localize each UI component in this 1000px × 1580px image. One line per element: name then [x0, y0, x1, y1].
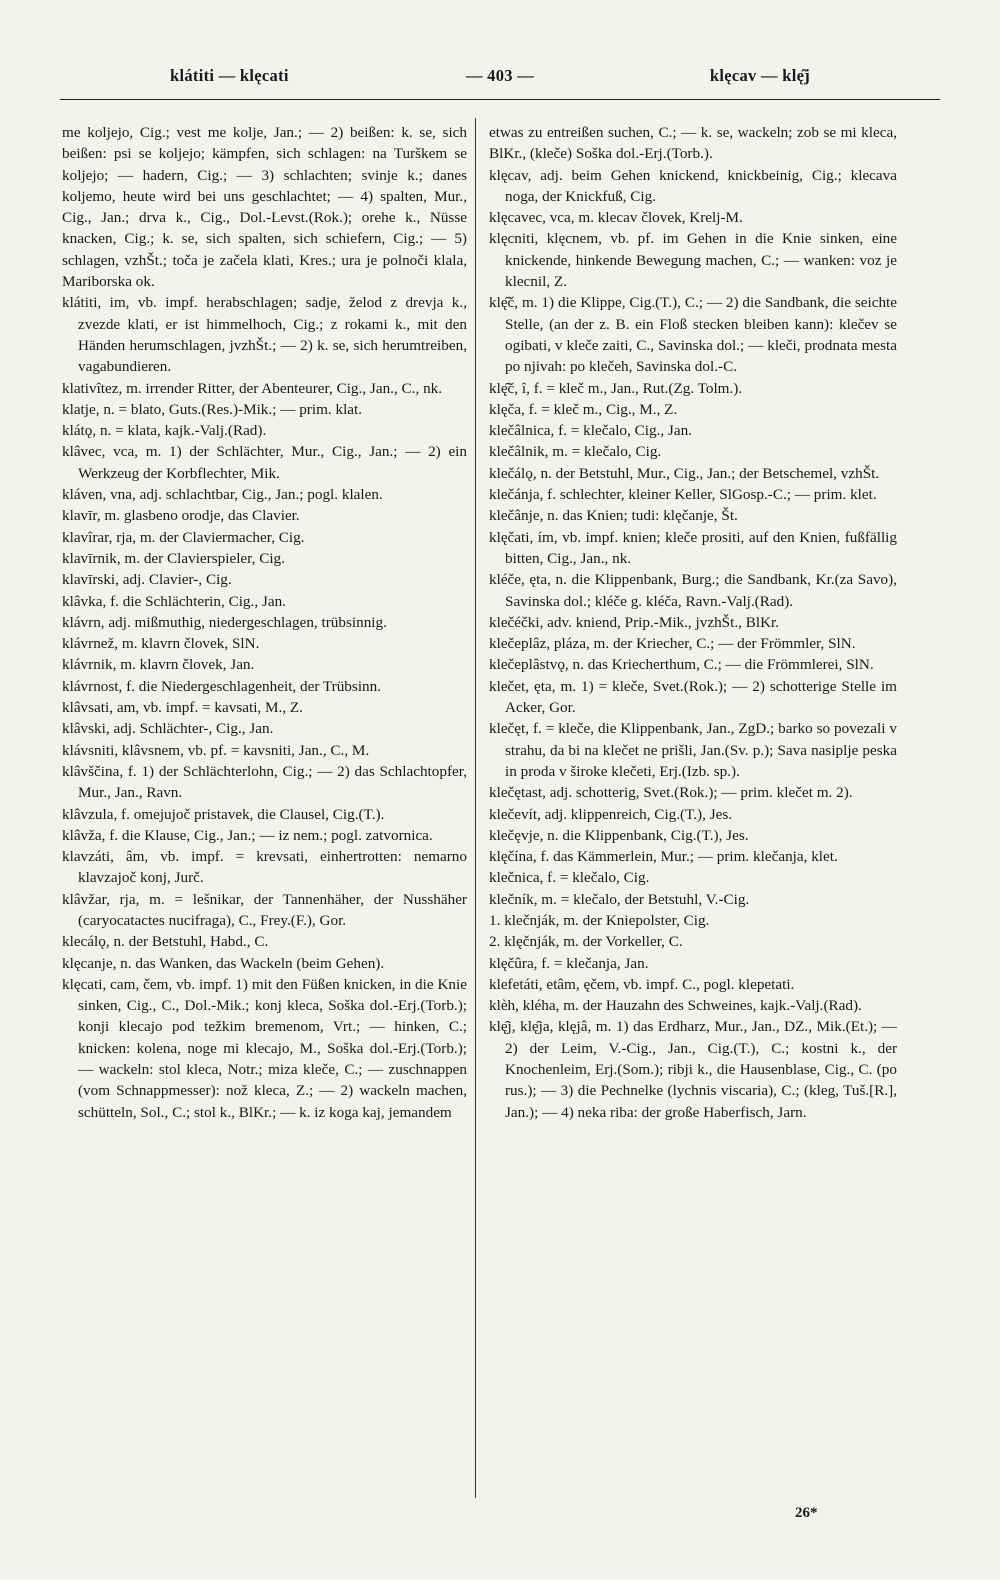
- dictionary-entry: kléče, ęta, n. die Klippenbank, Burg.; die Sandbank, Kr.(za Savo), Savinska dol.; kléče g. kléča, Ravn.-Valj.(Rad).: [489, 571, 897, 610]
- dictionary-entry: klávrnost, f. die Niedergeschlagenheit, der Trübsinn.: [62, 677, 382, 695]
- dictionary-entry: klęcati, cam, čem, vb. impf. 1) mit den Füßen knicken, in die Knie sinken, Cig., C., Dol.-Mik.; konj kleca, Soška dol.-Erj.(Torb.); konji klecajo pod težkim bremenom, Vrt.; — hinken, C.; knicken: kolena, noge mi klecajo, M., Soška dol.-Erj.(Torb.); — wackeln: stol kleca, Notr.; miza kleče, C.; — zuschnappen (vom Schnappmesser): nož kleca, Z.; — 2) wackeln machen, schütteln, Sol., C.; stol k., BlKr.; — k. iz koga kaj, jemandem: [62, 975, 467, 1121]
- dictionary-entry: klęčûra, f. = klečanja, Jan.: [489, 954, 649, 972]
- dictionary-entry: klátǫ, n. = klata, kajk.-Valj.(Rad).: [62, 422, 267, 440]
- dictionary-entry: klę̑č, m. 1) die Klippe, Cig.(T.), C.; — 2) die Sandbank, die seichte Stelle, (an der z. B. ein Floß stecken bleiben kann): klečev se ogibati, v kleče zaiti, C., Savinska dol.; — kleči, prodnata mesta po njivah: po klečeh, Savinska dol.-C.: [489, 294, 897, 376]
- dictionary-entry: klečnica, f. = klečalo, Cig.: [489, 869, 650, 887]
- printer-signature: 26*: [795, 1505, 818, 1521]
- dictionary-entry: klatje, n. = blato, Guts.(Res.)-Mik.; — prim. klat.: [62, 400, 363, 418]
- dictionary-entry: klęčati, ím, vb. impf. knien; kleče prositi, auf den Knien, fußfällig bitten, Cig., Jan., nk.: [489, 528, 897, 567]
- dictionary-entry: klavīrski, adj. Clavier-, Cig.: [62, 571, 232, 589]
- dictionary-entry: klávrnež, m. klavrn človek, SlN.: [62, 635, 260, 653]
- dictionary-entry: klávrnik, m. klavrn človek, Jan.: [62, 656, 255, 674]
- dictionary-entry: klečęt, f. = kleče, die Klippenbank, Jan., ZgD.; barko so povezali v strahu, da bi na klečet ne prišli, Jan.(Sv. p.); Sava nasiplje peska in proda v široke klečeti, Erj.(Izb. sp.).: [489, 720, 897, 780]
- page-header: [60, 66, 940, 96]
- dictionary-entry: klátiti, im, vb. impf. herabschlagen; sadje, želod z drevja k., zvezde klati, er ist himmelhoch, Cig.; z rokami k., mit den Händen herumschlagen, jvzhŠt.; — 2) k. se, sich herumtreiben, vagabundieren.: [62, 294, 467, 376]
- left-column: [62, 122, 467, 1542]
- dictionary-entry: klečeplâstvǫ, n. das Kriecherthum, C.; — die Frömmlerei, SlN.: [489, 656, 874, 674]
- dictionary-entry: klečętast, adj. schotterig, Svet.(Rok.); — prim. klečet m. 2).: [489, 784, 853, 802]
- dictionary-entry: klávrn, adj. mißmuthig, niedergeschlagen, trübsinnig.: [62, 613, 387, 631]
- dictionary-entry: klečálǫ, n. der Betstuhl, Mur., Cig., Jan.; der Betschemel, vzhŠt.: [489, 464, 880, 482]
- dictionary-entry: klâvzula, f. omejujoč pristavek, die Clausel, Cig.(T.).: [62, 805, 385, 823]
- dictionary-entry: klâvžar, rja, m. = lešnikar, der Tannenhäher, der Nusshäher (caryocatactes nucifraga), C., Frey.(F.), Gor.: [62, 890, 467, 929]
- dictionary-entry: klâvski, adj. Schlächter-, Cig., Jan.: [62, 720, 274, 738]
- dictionary-entry: klâvža, f. die Klause, Cig., Jan.; — iz nem.; pogl. zatvornica.: [62, 826, 433, 844]
- dictionary-entry: klęcanje, n. das Wanken, das Wackeln (beim Gehen).: [62, 954, 385, 972]
- header-rule: [60, 99, 940, 100]
- dictionary-entry: klečevít, adj. klippenreich, Cig.(T.), Jes.: [489, 805, 733, 823]
- header-right-guide-words: klęcav — klę̑j: [709, 66, 810, 85]
- dictionary-entry: kláven, vna, adj. schlachtbar, Cig., Jan.; pogl. klalen.: [62, 486, 383, 504]
- dictionary-entry: klę̑j, klę̑ja, klęjâ, m. 1) das Erdharz, Mur., Jan., DZ., Mik.(Et.); — 2) der Leim, V.-Cig., Jan., Cig.(T.), C.; kostni k., der Knochenleim, Erj.(Som.); ribji k., die Hausenblase, Cig., C. (po rus.); — 3) die Pechnelke (lychnis viscaria), C.; (kleg, Tuš.[R.], Jan.); — 4) neka riba: der große Haberfisch, Jarn.: [489, 1018, 897, 1121]
- dictionary-entry: 2. klęčnják, m. der Vorkeller, C.: [489, 933, 683, 951]
- dictionary-entry: klęča, f. = kleč m., Cig., M., Z.: [489, 400, 678, 418]
- dictionary-entry: klęcav, adj. beim Gehen knickend, knickbeinig, Cig.; klecava noga, der Knickfuß, Cig.: [489, 166, 897, 205]
- dictionary-entry: klavzáti, âm, vb. impf. = krevsati, einhertrotten: nemarno klavzajoč konj, Jurč.: [62, 848, 467, 887]
- dictionary-entry: klečęvje, n. die Klippenbank, Cig.(T.), Jes.: [489, 826, 749, 844]
- dictionary-entry: klavīr, m. glasbeno orodje, das Clavier.: [62, 507, 300, 525]
- header-left-guide-words: klátiti — klęcati: [170, 66, 289, 85]
- dictionary-entry: klęčína, f. das Kämmerlein, Mur.; — prim. klečanja, klet.: [489, 848, 838, 866]
- dictionary-entry: klativîtez, m. irrender Ritter, der Abenteurer, Cig., Jan., C., nk.: [62, 379, 443, 397]
- dictionary-entry: klavîrar, rja, m. der Claviermacher, Cig.: [62, 528, 305, 546]
- dictionary-entry: klefetáti, etâm, ęčem, vb. impf. C., pogl. klepetati.: [489, 975, 795, 993]
- dictionary-entry: klečník, m. = klečalo, der Betstuhl, V.-Cig.: [489, 890, 750, 908]
- dictionary-entry: klečet, ęta, m. 1) = kleče, Svet.(Rok.); — 2) schotterige Stelle im Acker, Gor.: [489, 677, 897, 717]
- dictionary-entry: klâvsati, am, vb. impf. = kavsati, M., Z.: [62, 699, 303, 717]
- dictionary-entry: klâvka, f. die Schlächterin, Cig., Jan.: [62, 592, 286, 610]
- right-column: [489, 122, 897, 1542]
- dictionary-entry: etwas zu entreißen suchen, C.; — k. se, wackeln; zob se mi kleca, BlKr., (kleče) Soška dol.-Erj.(Torb.).: [489, 124, 897, 163]
- dictionary-entry: klečâlnica, f. = klečalo, Cig., Jan.: [489, 422, 692, 440]
- dictionary-entry: klę̑č, î, f. = kleč m., Jan., Rut.(Zg. Tolm.).: [489, 379, 743, 397]
- dictionary-entry: klávsniti, klâvsnem, vb. pf. = kavsniti, Jan., C., M.: [62, 741, 370, 759]
- page-number: — 403 —: [465, 66, 535, 85]
- dictionary-entry: klâvščina, f. 1) der Schlächterlohn, Cig.; — 2) das Schlachtopfer, Mur., Jan., Ravn.: [62, 762, 467, 802]
- dictionary-entry: 1. klečnják, m. der Kniepolster, Cig.: [489, 911, 710, 929]
- column-divider: [475, 118, 476, 1498]
- dictionary-entry: klèh, kléha, m. der Hauzahn des Schweines, kajk.-Valj.(Rad).: [489, 997, 862, 1015]
- dictionary-entry: klečeplâz, pláza, m. der Kriecher, C.; — der Frömmler, SlN.: [489, 635, 856, 653]
- dictionary-entry: klečéčki, adv. kniend, Prip.-Mik., jvzhŠt., BlKr.: [489, 613, 780, 631]
- dictionary-entry: klęcavec, vca, m. klecav človek, Krelj-M.: [489, 209, 743, 227]
- dictionary-entry: klečânje, n. das Knien; tudi: klęčanje, Št.: [489, 507, 738, 525]
- dictionary-entry: klecálǫ, n. der Betstuhl, Habd., C.: [62, 933, 269, 951]
- dictionary-entry: klavīrnik, m. der Clavierspieler, Cig.: [62, 549, 285, 567]
- dictionary-entry: klâvec, vca, m. 1) der Schlächter, Mur., Cig., Jan.; — 2) ein Werkzeug der Korbflechter, Mik.: [62, 443, 467, 482]
- dictionary-entry: klečánja, f. schlechter, kleiner Keller, SlGosp.-C.; — prim. klet.: [489, 486, 877, 504]
- dictionary-entry: me koljejo, Cig.; vest me kolje, Jan.; — 2) beißen: k. se, sich beißen: psi se koljejo; kämpfen, sich schlagen: na Turškem se koljejo; — hadern, Cig.; — 3) schlachten; svinje k.; danes koljemo, heute wird bei uns geschlachtet; — 4) spalten, Mur., Cig., Jan.; drva k., Cig., Dol.-Levst.(Rok.); orehe k., Nüsse knacken, Cig.; k. se, sich spalten, sich schiefern, Cig.; — 5) schlagen, vzhŠt.; toča je začela klati, Kres.; ura je polnoči klala, Mariborska ok.: [62, 124, 467, 291]
- dictionary-entry: klęcniti, klęcnem, vb. pf. im Gehen in die Knie sinken, eine knickende, hinkende Bewegung machen, C.; — wanken: voz je klecnil, Z.: [489, 230, 897, 291]
- dictionary-entry: klečâlnik, m. = klečalo, Cig.: [489, 443, 662, 461]
